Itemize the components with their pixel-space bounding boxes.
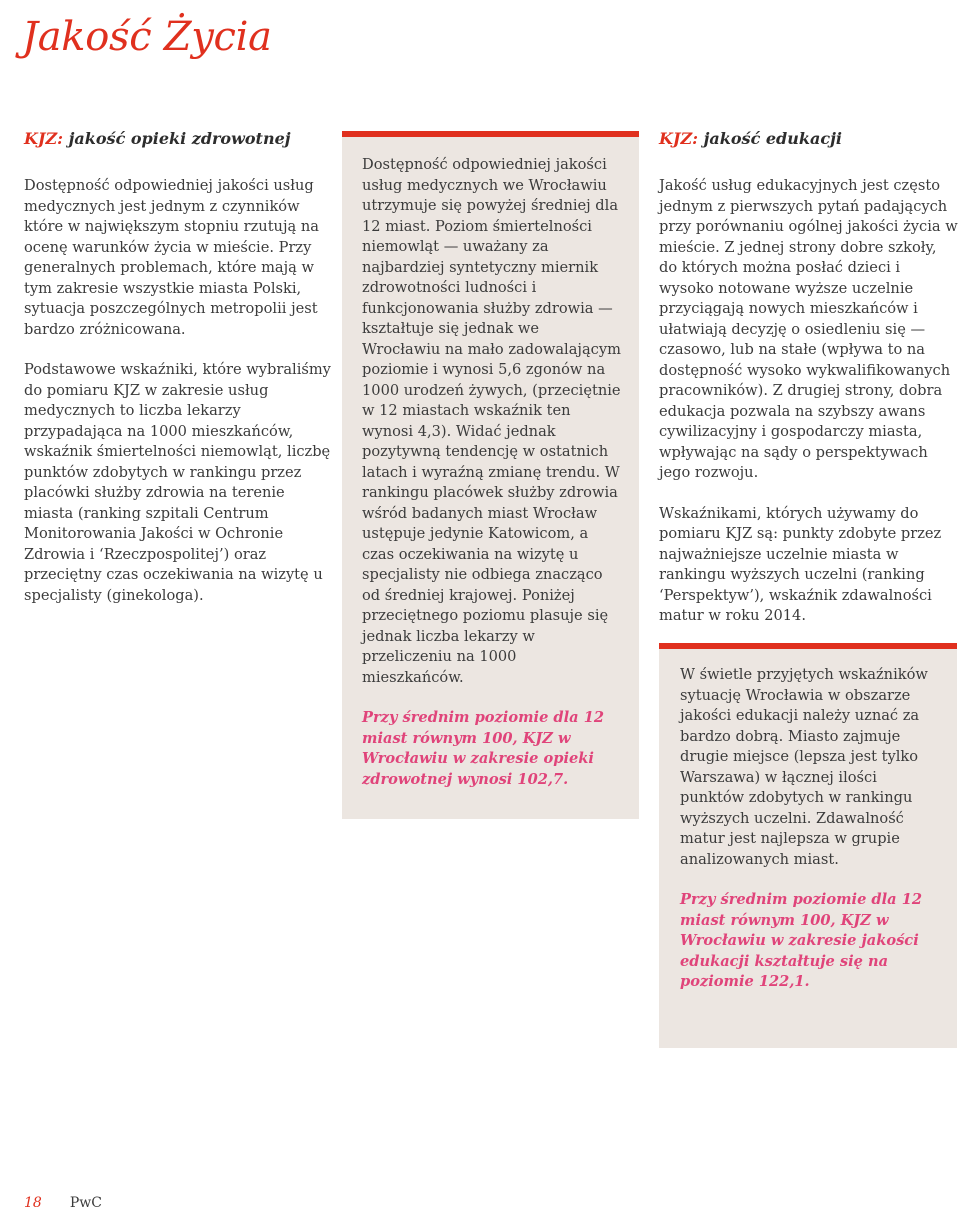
education-score-highlight: Przy średnim poziomie dla 12 miast równym 100, KJZ w Wrocławiu w zakresie jakości edukacji kształtuje się na poziomie 122,1. (680, 891, 923, 990)
kjz-label: KJZ: (659, 129, 699, 148)
brand-name: PwC (69, 1195, 102, 1211)
section-healthcare (24, 126, 334, 626)
page-title: Jakość Życia (22, 14, 272, 60)
page-number: 18 (24, 1195, 42, 1211)
page-footer (24, 1195, 102, 1211)
section-heading-text: jakość opieki zdrowotnej (68, 129, 291, 148)
section-heading-healthcare (24, 126, 334, 152)
section-heading-text: jakość edukacji (703, 129, 842, 148)
healthcare-summary-box (342, 131, 639, 819)
section-heading-education (659, 126, 959, 152)
healthcare-score-highlight: Przy średnim poziomie dla 12 miast równym 100, KJZ w Wrocławiu w zakresie opieki zdrowotnej wynosi 102,7. (362, 709, 605, 788)
healthcare-summary-paragraph: Dostępność odpowiedniej jakości usług medycznych we Wrocławiu utrzymuje się powyżej średniej dla 12 miast. Poziom śmiertelności niemowląt — uważany za najbardziej syntetyczny miernik zdrowotności ludności i funkcjonowania służby zdrowia — kształtuje się jednak we Wrocławiu na mało zadowalającym poziomie i wynosi 5,6 zgonów na 1000 urodzeń żywych, (przeciętnie w 12 miastach wskaźnik ten wynosi 4,3). Widać jednak pozytywną tendencję w ostatnich latach i wyraźną zmianę trendu. W rankingu placówek służby zdrowia wśród badanych miast Wrocław ustępuje jedynie Katowicom, a czas oczekiwania na wizytę u specjalisty nie odbiega znacząco od średniej krajowej. Poniżej przeciętnego poziomu plasuje się jednak liczba lekarzy w przeliczeniu na 1000 mieszkańców. (362, 156, 621, 686)
section-education (659, 126, 959, 647)
education-summary-box (659, 643, 957, 1048)
healthcare-indicators-paragraph: Podstawowe wskaźniki, które wybraliśmy do pomiaru KJZ w zakresie usług medycznych to liczba lekarzy przypadająca na 1000 mieszkańców, wskaźnik śmiertelności niemowląt, liczbę punktów zdobytych w rankingu przez placówki służby zdrowia na terenie miasta (ranking szpitali Centrum Monitorowania Jakości w Ochronie Zdrowia i ‘Rzeczpospolitej’) oraz przeciętny czas oczekiwania na wizytę u specjalisty (ginekologa). (24, 361, 331, 604)
education-indicators-paragraph: Wskaźnikami, których używamy do pomiaru KJZ są: punkty zdobyte przez najważniejsze uczelnie miasta w rankingu wyższych uczelni (ranking ‘Perspektyw’), wskaźnik zdawalności matur w roku 2014. (659, 504, 942, 624)
education-intro-paragraph: Jakość usług edukacyjnych jest często jednym z pierwszych pytań padających przy porównaniu ogólnej jakości życia w mieście. Z jednej strony dobre szkoły, do których można posłać dzieci i wysoko notowane wyższe uczelnie przyciągają nowych mieszkańców i ułatwiają decyzję o osiedleniu się — czasowo, lub na stałe (wpływa to na dostępność wysoko wykwalifikowanych pracowników). Z drugiej strony, dobra edukacja pozwala na szybszy awans cywilizacyjny i gospodarczy miasta, wpływając na sądy o perspektywach jego rozwoju. (659, 177, 958, 481)
kjz-label: KJZ: (24, 129, 64, 148)
education-summary-paragraph: W świetle przyjętych wskaźników sytuację Wrocławia w obszarze jakości edukacji należy uznać za bardzo dobrą. Miasto zajmuje drugie miejsce (lepsza jest tylko Warszawa) w łącznej ilości punktów zdobytych w rankingu wyższych uczelni. Zdawalność matur jest najlepsza w grupie analizowanych miast. (680, 666, 928, 868)
healthcare-intro-paragraph: Dostępność odpowiedniej jakości usług medycznych jest jednym z czynników które w największym stopniu rzutują na ocenę warunków życia w mieście. Przy generalnych problemach, które mają w tym zakresie wszystkie miasta Polski, sytuacja poszczególnych metropolii jest bardzo zróżnicowana. (24, 177, 319, 338)
